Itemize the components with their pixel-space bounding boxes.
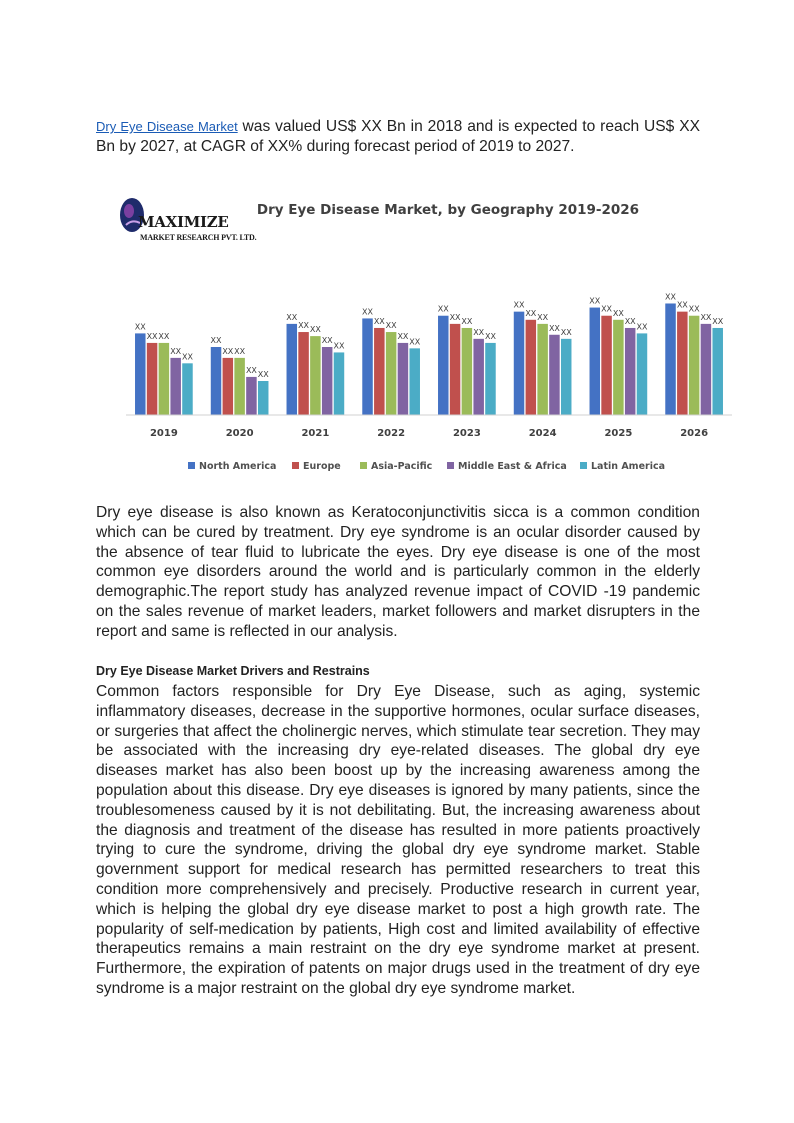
- data-label: XX: [158, 331, 170, 341]
- legend-swatch: [580, 462, 587, 469]
- x-tick-label: 2025: [604, 428, 633, 439]
- legend-label: North America: [199, 461, 277, 472]
- data-label: XX: [309, 325, 321, 335]
- bar: [590, 308, 601, 415]
- data-label: XX: [525, 308, 537, 318]
- bar: [450, 324, 461, 415]
- data-label: XX: [688, 304, 700, 314]
- bar: [322, 347, 333, 415]
- data-label: XX: [409, 337, 421, 347]
- chart-figure: [96, 185, 736, 481]
- x-tick-label: 2021: [301, 428, 330, 439]
- data-label: XX: [589, 296, 601, 306]
- data-label: XX: [321, 336, 333, 345]
- bar: [334, 352, 345, 415]
- data-label: XX: [146, 331, 158, 341]
- bar: [223, 358, 234, 415]
- bar: [625, 328, 636, 415]
- data-label: XX: [601, 304, 613, 314]
- bar: [135, 333, 146, 415]
- bar: [362, 318, 373, 415]
- bar: [514, 312, 525, 415]
- bar: [537, 324, 548, 415]
- data-label: XX: [560, 327, 572, 337]
- bar: [613, 320, 624, 415]
- data-label: XX: [461, 316, 473, 326]
- data-label: XX: [170, 346, 182, 356]
- x-tick-label: 2023: [452, 428, 481, 439]
- data-label: XX: [676, 300, 688, 310]
- bar: [258, 381, 269, 415]
- bar: [182, 363, 193, 415]
- data-label: XX: [245, 365, 257, 375]
- bar: [310, 336, 321, 415]
- data-label: XX: [700, 312, 712, 322]
- bar: [549, 335, 560, 415]
- bar-chart: [96, 185, 736, 481]
- bar: [409, 348, 420, 415]
- chart-title: Dry Eye Disease Market, by Geography 2019-2026: [256, 202, 640, 218]
- data-label: XX: [437, 304, 449, 314]
- data-label: XX: [181, 352, 193, 362]
- body-paragraph-1: Dry eye disease is also known as Keratoconjunctivitis sicca is a common condition which can be cured by treatment. Dry eye syndrome is an ocular disorder caused by the absence of tear fluid to lubricate the eyes. Dry eye disease is one of the most common eye disorders around the world and is particularly common in the elderly demographic.The report study has analyzed revenue impact of COVID -19 pandemic on the sales revenue of market leaders, market followers and market disrupters in the report and same is reflected in our analysis.: [96, 504, 700, 640]
- bar: [689, 316, 700, 415]
- data-label: XX: [333, 341, 345, 351]
- legend-label: Middle East & Africa: [458, 461, 567, 472]
- data-label: XX: [373, 316, 385, 326]
- bar: [665, 303, 676, 415]
- bar: [234, 358, 245, 415]
- data-label: XX: [385, 321, 397, 331]
- bar: [246, 377, 256, 415]
- legend-label: Asia-Pacific: [371, 461, 433, 472]
- data-label: XX: [449, 312, 461, 322]
- data-label: XX: [548, 323, 560, 333]
- data-label: XX: [484, 331, 496, 341]
- legend-swatch: [188, 462, 195, 469]
- bar: [712, 328, 723, 415]
- bar: [170, 358, 181, 415]
- data-label: XX: [210, 336, 222, 345]
- data-label: XX: [286, 312, 298, 322]
- bar: [438, 316, 449, 415]
- bar: [374, 328, 385, 415]
- data-label: XX: [257, 370, 269, 379]
- bar: [677, 312, 688, 415]
- bar: [298, 332, 309, 415]
- legend-swatch: [447, 462, 454, 469]
- legend-label: Latin America: [591, 461, 666, 472]
- bar: [159, 343, 170, 415]
- x-tick-label: 2022: [377, 428, 406, 439]
- legend-swatch: [360, 462, 367, 469]
- logo-subtitle: MARKET RESEARCH PVT. LTD.: [140, 233, 257, 242]
- data-label: XX: [624, 316, 636, 326]
- body-paragraph-2: Common factors responsible for Dry Eye Disease, such as aging, systemic inflammatory diseases, decrease in the supportive hormones, ocular surface diseases, or surgeries that affect the cholinergic nerves, which stimulate tear secretion. They may be associated with the increasing dry eye-related diseases. The global dry eye diseases market has also been boost up by the increasing awareness among the population about this disease. Dry eye diseases is ignored by many patients, since the troublesomeness caused by it is not debilitating. But, the increasing awareness about the diagnosis and treatment of the disease has resulted in more patients proactively trying to cure the syndrome, driving the global dry eye syndrome market. Stable government support for medical research has permitted researchers to treat this condition more comprehensively and precisely. Productive research in current year, which is helping the global dry eye disease market to post a high growth rate. The popularity of self-medication by patients, High cost and limited availability of effective therapeutics remains a main restraint on the dry eye syndrome market at present. Furthermore, the expiration of patents on major drugs used in the treatment of dry eye syndrome is a major restraint on the global dry eye syndrome market.: [96, 683, 700, 997]
- intro-paragraph: [96, 117, 700, 157]
- bar: [473, 339, 484, 415]
- data-label: XX: [665, 292, 677, 302]
- bar: [601, 316, 612, 415]
- data-label: XX: [636, 322, 648, 332]
- bar: [637, 333, 648, 415]
- data-label: XX: [513, 300, 525, 310]
- bar: [701, 324, 712, 415]
- bar: [462, 328, 473, 415]
- bar: [287, 324, 298, 415]
- x-tick-label: 2019: [149, 428, 178, 439]
- data-label: XX: [473, 327, 485, 337]
- legend-label: Europe: [303, 461, 341, 472]
- data-label: XX: [362, 307, 374, 317]
- bar: [211, 347, 222, 415]
- data-label: XX: [298, 321, 310, 331]
- data-label: XX: [537, 312, 549, 322]
- bar: [398, 343, 409, 415]
- legend-swatch: [292, 462, 299, 469]
- bar: [386, 332, 397, 415]
- x-tick-label: 2024: [528, 428, 557, 439]
- section-heading: Dry Eye Disease Market Drivers and Restrains: [96, 664, 370, 678]
- data-label: XX: [397, 331, 409, 341]
- data-label: XX: [234, 346, 246, 356]
- bar: [561, 339, 572, 415]
- data-label: XX: [134, 322, 146, 332]
- bar: [147, 343, 158, 415]
- market-link[interactable]: Dry Eye Disease Market: [96, 119, 238, 134]
- data-label: XX: [222, 346, 234, 356]
- data-label: XX: [712, 316, 724, 326]
- x-tick-label: 2020: [225, 428, 254, 439]
- intro-text: was valued US$ XX Bn in 2018 and is expected to reach US$ XX Bn by 2027, at CAGR of XX% during forecast period of 2019 to 2027.: [96, 118, 700, 155]
- bar: [485, 343, 496, 415]
- bar: [526, 320, 537, 415]
- x-tick-label: 2026: [680, 428, 709, 439]
- data-label: XX: [612, 308, 624, 318]
- logo-wordmark: MAXIMIZE: [138, 213, 229, 231]
